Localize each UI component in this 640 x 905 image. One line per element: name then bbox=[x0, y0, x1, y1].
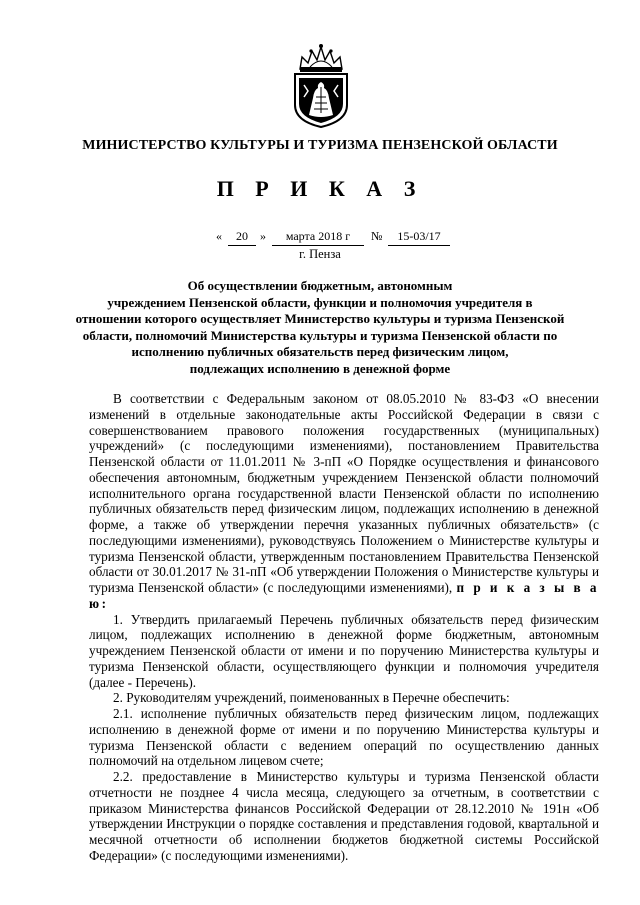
ministry-name: МИНИСТЕРСТВО КУЛЬТУРЫ И ТУРИЗМА ПЕНЗЕНСКОЙ ОБЛАСТИ bbox=[82, 138, 558, 153]
item-1-paragraph: 1. Утвердить прилагаемый Перечень публичных обязательств перед физическим лицом, подлежащих исполнению в денежной форме бюджетным, автономным учреждением Пензенской области от имени и по поручению Министерства культуры и туризма Пензенской области, осуществляющего функции и полномочия учредителя (далее - Перечень). bbox=[89, 611, 599, 690]
title-line: Об осуществлении бюджетным, автономным bbox=[187, 278, 453, 293]
order-body bbox=[89, 391, 599, 864]
title-line: отношении которого осуществляет Министерство культуры и туризма Пензенской bbox=[75, 311, 565, 327]
quote-close: » bbox=[260, 229, 266, 243]
item-2-1-paragraph: 2.1. исполнение публичных обязательств перед физическим лицом, подлежащих исполнению в денежной форме от имени и по поручению Министерства культуры и туризма Пензенской области с ведением операций по осуществлению данных полномочий на отдельном лицевом счете; bbox=[89, 706, 599, 769]
title-line: подлежащих исполнению в денежной форме bbox=[189, 360, 451, 376]
title-line: учреждением Пензенской области, функции и полномочия учредителя в bbox=[107, 294, 533, 310]
order-number: 15-03/17 bbox=[388, 229, 450, 246]
item-2-2-paragraph: 2.2. предоставление в Министерство культуры и туризма Пензенской области отчетности не позднее 4 числа месяца, следующего за отчетным, в соответствии с приказом Министерства финансов Российской Федерации от 28.12.2010 № 191н «Об утверждении Инструкции о порядке составления и представления годовой, квартальной и месячной отчетности об исполнении бюджетов бюджетной системы Российской Федерации» (с последующими изменениями). bbox=[89, 769, 599, 863]
order-month-year: марта 2018 г bbox=[272, 229, 364, 246]
order-day: 20 bbox=[228, 229, 256, 246]
quote-open: « bbox=[216, 229, 222, 243]
city-name: г. Пенза bbox=[299, 247, 341, 261]
order-word: п р и к а з ы в а ю: bbox=[89, 580, 599, 611]
document-type-title: П Р И К А З bbox=[216, 176, 424, 201]
preamble-text: В соответствии с Федеральным законом от 08.05.2010 № 83-ФЗ «О внесении изменений в отдельные законодательные акты Российской Федерации в связи с совершенствованием правового положения государственных (муниципальных) учреждений» (с последующими изменениями), постановлением Правительства Пензенской области от 11.01.2011 № 3-пП «О Порядке осуществления и финансового обеспечения автономным, бюджетным учреждением Пензенской области полномочий исполнительного органа государственной власти Пензенской области по исполнению публичных обязательств перед физическим лицом, подлежащих исполнению в денежной форме, а также об утверждении перечня указанных публичных обязательств» (с последующими изменениями), руководствуясь Положением о Министерстве культуры и туризма Пензенской области, утвержденным постановлением Правительства Пензенской области от 30.01.2017 № 31-пП «Об утверждении Положения о Министерстве культуры и туризма Пензенской области» (с последующими изменениями), bbox=[89, 391, 599, 595]
title-line: исполнению публичных обязательств перед физическим лицом, bbox=[131, 344, 509, 360]
item-2-paragraph: 2. Руководителям учреждений, поименованных в Перечне обеспечить: bbox=[113, 690, 510, 706]
preamble-paragraph bbox=[89, 391, 599, 612]
number-sign: № bbox=[371, 229, 383, 243]
coat-of-arms-icon bbox=[290, 43, 352, 128]
title-line: области, полномочий Министерства культуры и туризма Пензенской области по bbox=[82, 327, 558, 343]
order-title bbox=[56, 278, 584, 378]
